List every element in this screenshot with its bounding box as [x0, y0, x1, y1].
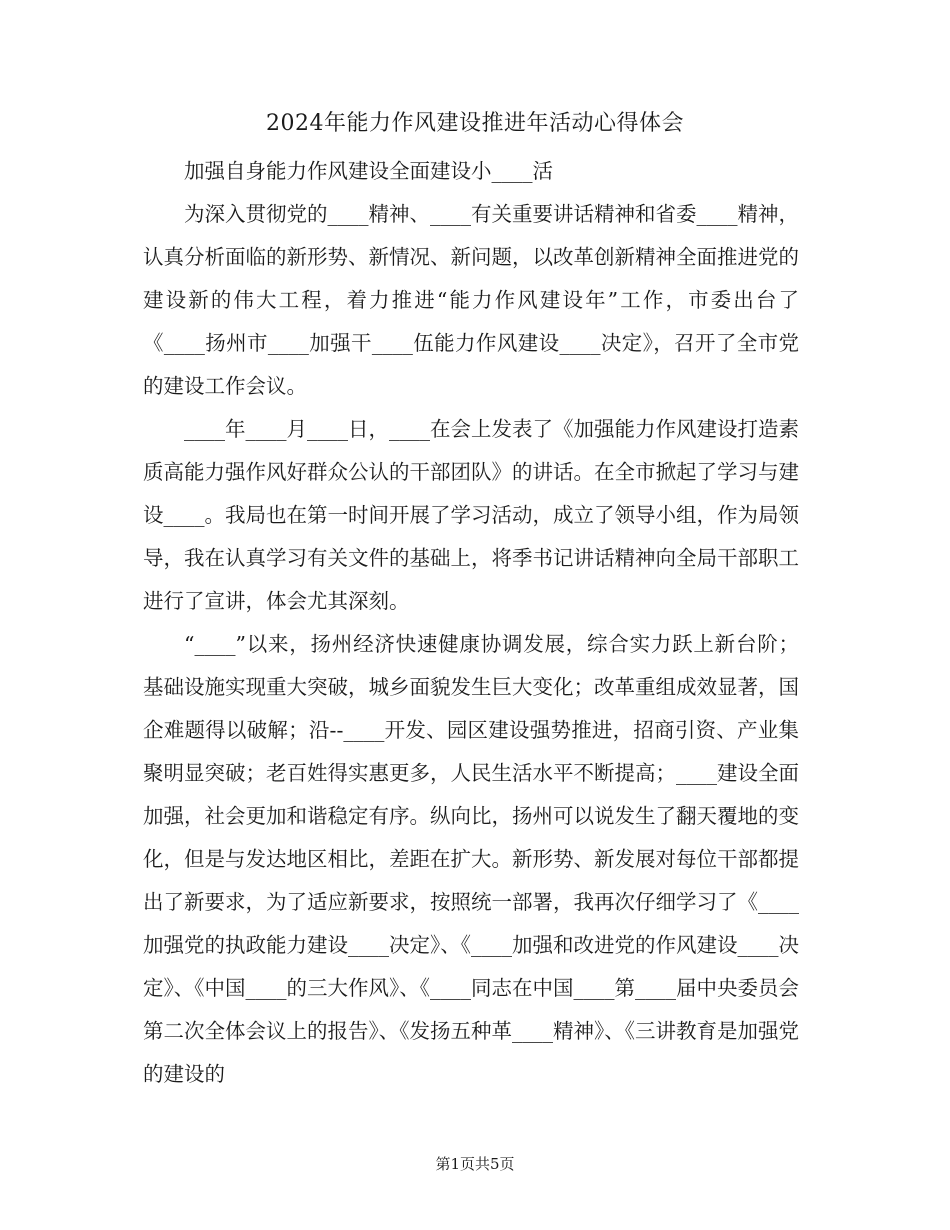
- body-paragraph-3: “____”以来，扬州经济快速健康协调发展，综合实力跃上新台阶；基础设施实现重大突破，城乡面貌发生巨大变化；改革重组成效显著，国企难题得以破解；沿--____开发、园区建设强势推进，招商引资、产业集聚明显突破；老百姓得实惠更多，人民生活水平不断提高；____建设全面加强，社会更加和谐稳定有序。纵向比，扬州可以说发生了翻天覆地的变化，但是与发达地区相比，差距在扩大。新形势、新发展对每位干部都提出了新要求，为了适应新要求，按照统一部署，我再次仔细学习了《____加强党的执政能力建设____决定》、《____加强和改进党的作风建设____决定》、《中国____的三大作风》、《____同志在中国____第____届中央委员会第二次全体会议上的报告》、《发扬五种革____精神》、《三讲教育是加强党的建设的: [143, 632, 799, 1086]
- document-title: 2024年能力作风建设推进年活动心得体会: [266, 111, 684, 136]
- document-body: [143, 150, 799, 1096]
- page-number: 第1页共5页: [435, 1155, 515, 1173]
- subtitle-line: 加强自身能力作风建设全面建设小____活: [184, 159, 553, 183]
- body-paragraph-1: 为深入贯彻党的____精神、____有关重要讲话精神和省委____精神，认真分析面临的新形势、新情况、新问题，以改革创新精神全面推进党的建设新的伟大工程，着力推进“能力作风建设年”工作，市委出台了《____扬州市____加强干____伍能力作风建设____决定》，召开了全市党的建设工作会议。: [143, 202, 799, 398]
- body-paragraph-2: ____年____月____日，____在会上发表了《加强能力作风建设打造素质高能力强作风好群众公认的干部团队》的讲话。在全市掀起了学习与建设____。我局也在第一时间开展了学习活动，成立了领导小组，作为局领导，我在认真学习有关文件的基础上，将季书记讲话精神向全局干部职工进行了宣讲，体会尤其深刻。: [143, 417, 799, 613]
